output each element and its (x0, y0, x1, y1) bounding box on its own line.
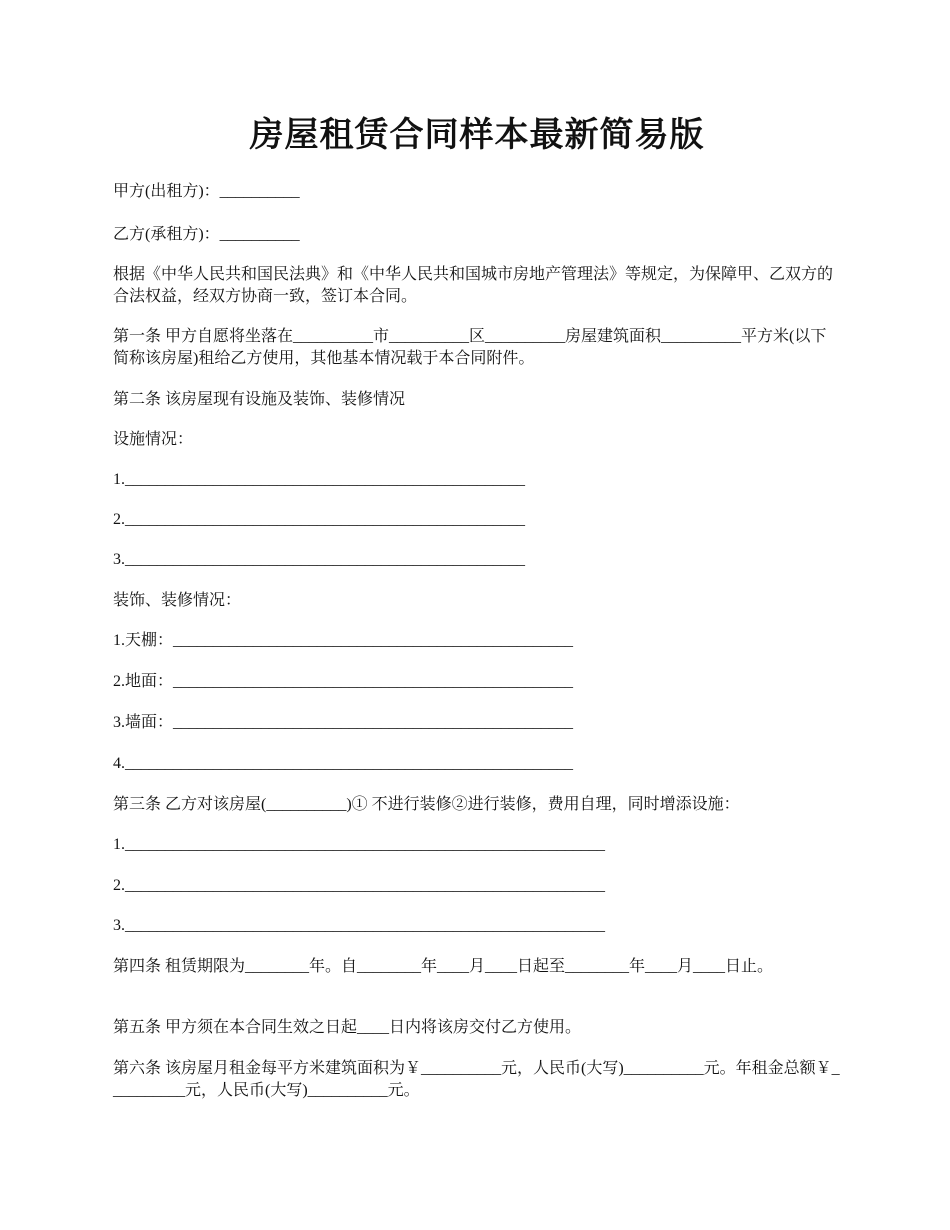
article-3-paragraph: 第三条 乙方对该房屋(__________)① 不进行装修②进行装修，费用自理，同时增添设施： (113, 796, 740, 813)
decoration-wall-line: 3.墙面：__________________________________________________ (113, 714, 574, 731)
facility-line-2: 2.__________________________________________________ (113, 511, 525, 528)
decoration-ceiling-line: 1.天棚：__________________________________________________ (113, 632, 574, 649)
addition-line-3: 3.____________________________________________________________ (113, 917, 605, 934)
party-a-line: 甲方(出租方)：__________ (113, 183, 300, 200)
party-b-line: 乙方(承租方)：__________ (113, 226, 300, 243)
article-2-heading: 第二条 该房屋现有设施及装饰、装修情况 (113, 391, 406, 408)
facility-line-3: 3.__________________________________________________ (113, 551, 525, 568)
facility-line-1: 1.__________________________________________________ (113, 471, 525, 488)
document-title: 房屋租赁合同样本最新简易版 (249, 117, 705, 154)
decoration-floor-line: 2.地面：__________________________________________________ (113, 673, 574, 690)
decoration-heading: 装饰、装修情况： (113, 592, 242, 609)
preamble-paragraph: 根据《中华人民共和国民法典》和《中华人民共和国城市房地产管理法》等规定，为保障甲、乙双方的合法权益，经双方协商一致，签订本合同。 (113, 266, 834, 305)
article-5-paragraph: 第五条 甲方须在本合同生效之日起____日内将该房交付乙方使用。 (113, 1019, 582, 1036)
decoration-line-4: 4.________________________________________________________ (113, 755, 573, 772)
article-4-paragraph: 第四条 租赁期限为________年。自________年____月____日起至________年____月____日止。 (113, 958, 774, 975)
addition-line-2: 2.____________________________________________________________ (113, 877, 605, 894)
addition-line-1: 1.____________________________________________________________ (113, 836, 605, 853)
article-1-paragraph: 第一条 甲方自愿将坐落在__________市__________区__________房屋建筑面积__________平方米(以下简称该房屋)租给乙方使用，其他基本情况载于本合同附件。 (113, 328, 827, 367)
facilities-heading: 设施情况： (113, 431, 194, 448)
article-6-paragraph: 第六条 该房屋月租金每平方米建筑面积为￥__________元，人民币(大写)__________元。年租金总额￥__________元，人民币(大写)__________元。 (113, 1060, 840, 1099)
